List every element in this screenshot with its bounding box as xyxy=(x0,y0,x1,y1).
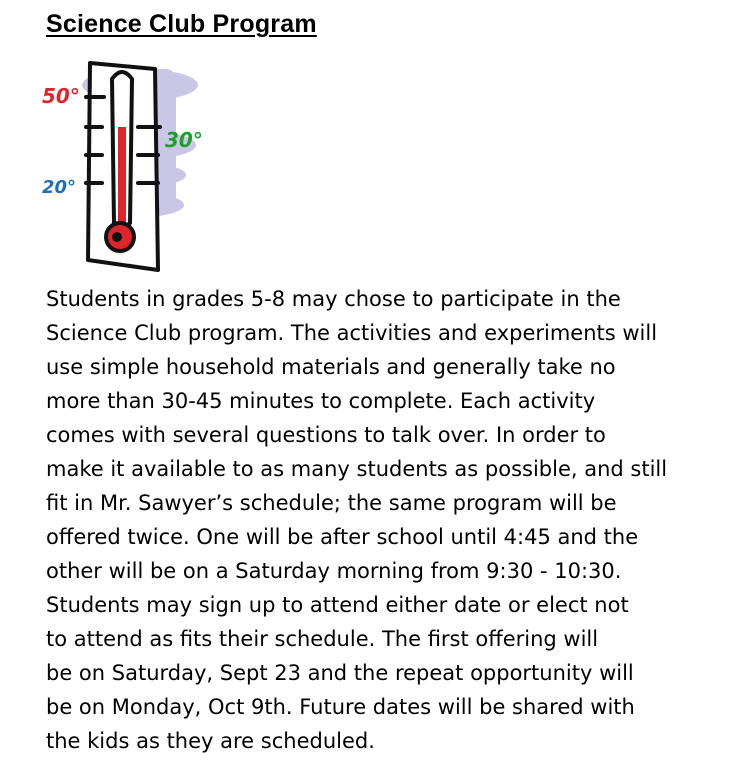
description-line: make it available to as many students as possible, and still xyxy=(46,457,668,481)
description-line: comes with several questions to talk over. In order to xyxy=(46,423,606,447)
thermometer-mercury xyxy=(118,127,126,227)
description-line: the kids as they are scheduled. xyxy=(46,729,375,753)
description-line: Students may sign up to attend either date or elect not xyxy=(46,593,629,617)
description-line: more than 30-45 minutes to complete. Each activity xyxy=(46,389,596,413)
description-line: other will be on a Saturday morning from 9:30 - 10:30. xyxy=(46,559,622,583)
description-line: to attend as fits their schedule. The first offering will xyxy=(46,627,599,651)
description-line: use simple household materials and generally take no xyxy=(46,355,616,379)
description-line: be on Saturday, Sept 23 and the repeat opportunity will xyxy=(46,661,634,685)
thermometer-illustration xyxy=(40,55,230,275)
program-description xyxy=(46,282,726,758)
description-line: Science Club program. The activities and experiments will xyxy=(46,321,658,345)
description-line: offered twice. One will be after school until 4:45 and the xyxy=(46,525,639,549)
temp-label-top: 50° xyxy=(42,84,80,108)
description-line: Students in grades 5-8 may chose to participate in the xyxy=(46,287,621,311)
temp-label-right: 30° xyxy=(165,128,203,152)
temp-label-left: 20° xyxy=(42,177,77,198)
description-line: fit in Mr. Sawyer’s schedule; the same program will be xyxy=(46,491,617,515)
description-line: be on Monday, Oct 9th. Future dates will be shared with xyxy=(46,695,635,719)
page-title: Science Club Program xyxy=(46,10,317,38)
